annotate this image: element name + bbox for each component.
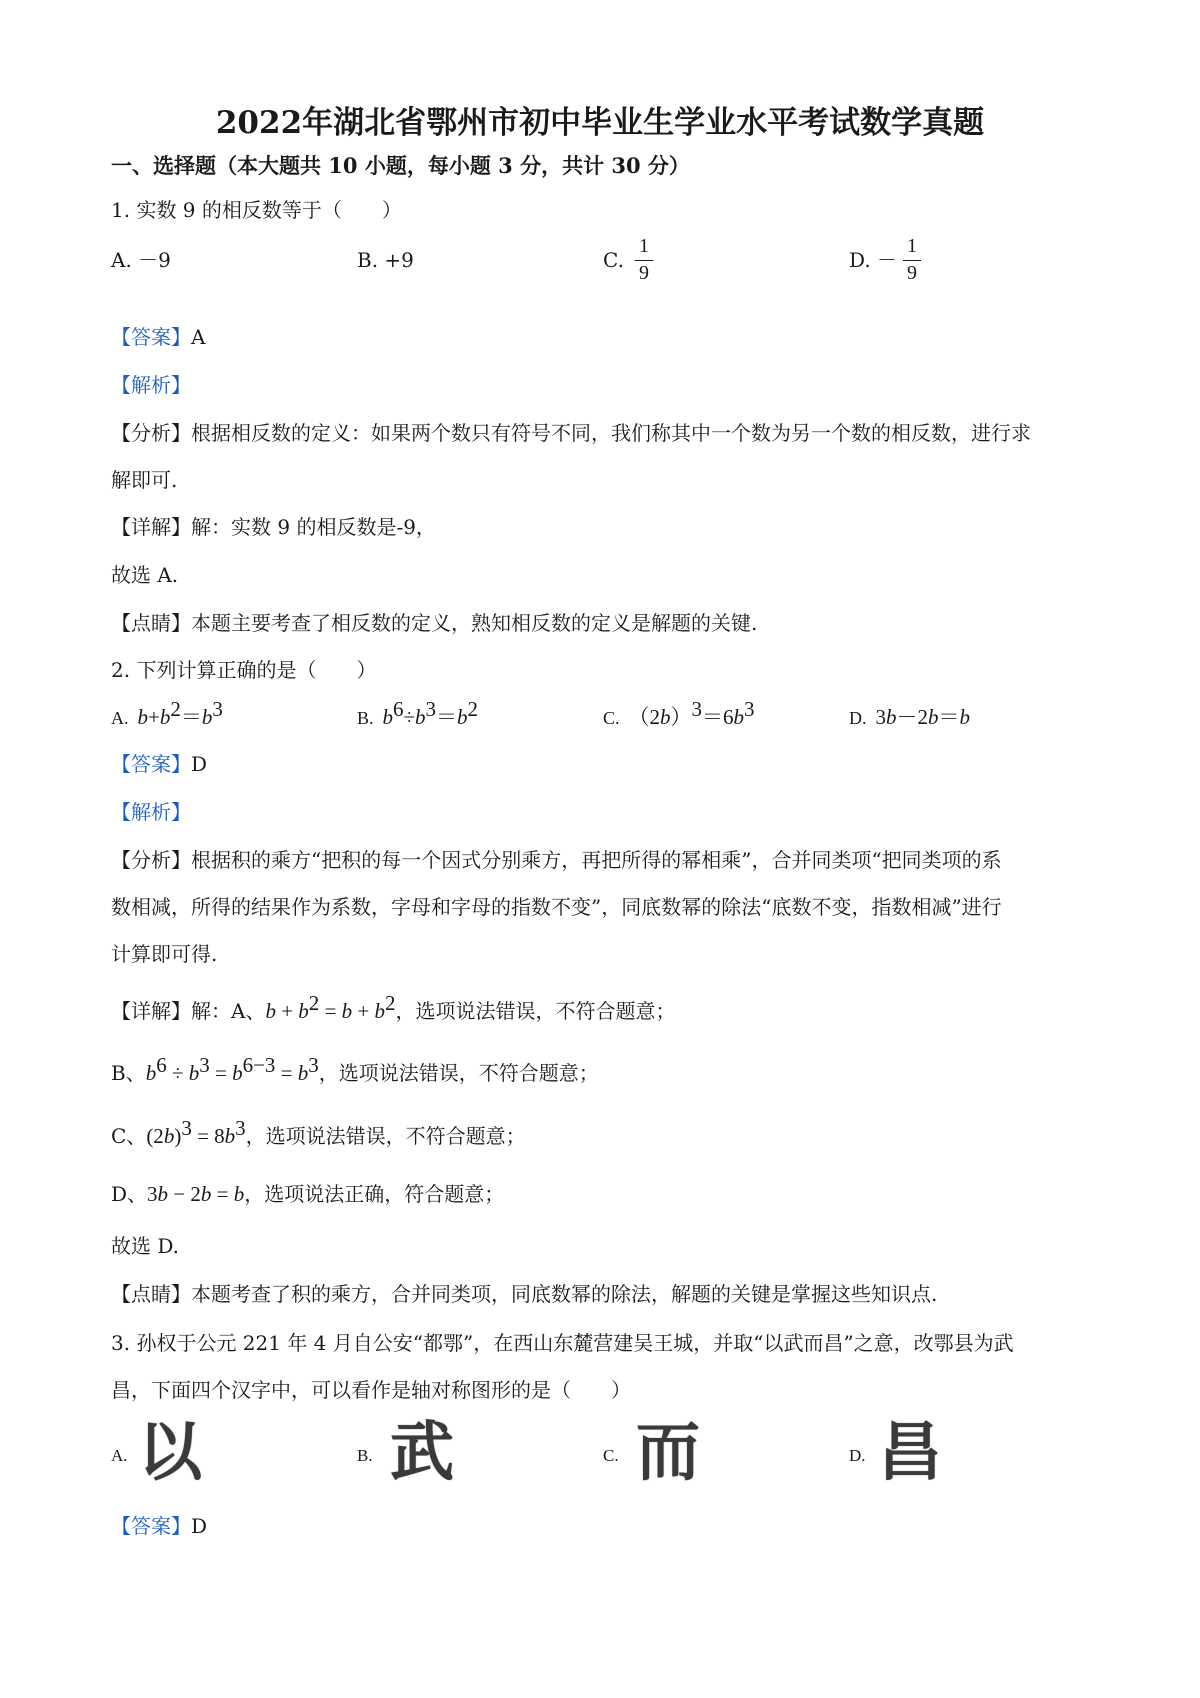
q1-fenxi-line-2: 解即可. bbox=[111, 468, 178, 492]
q1-option-d-letter: D. － bbox=[849, 248, 898, 272]
fraction-denominator: 9 bbox=[639, 262, 649, 284]
analysis-tag: 【解析】 bbox=[111, 800, 191, 824]
dianjing-tag: 【点睛】 bbox=[111, 611, 191, 635]
fenxi-tag: 【分析】 bbox=[111, 421, 191, 445]
fenxi-tag: 【分析】 bbox=[111, 848, 191, 872]
q3-option-a-letter: A. bbox=[111, 1446, 128, 1465]
q1-option-a: A. －9 bbox=[111, 248, 171, 272]
q2-option-a: A. $b+b^2=b^3$ bbox=[111, 697, 223, 729]
q2-analysis-tag bbox=[111, 798, 191, 826]
q1-answer-line bbox=[111, 323, 205, 351]
q2-dianjing-line bbox=[111, 1280, 937, 1308]
q2-xj-c-suffix: ，选项说法错误，不符合题意； bbox=[245, 1124, 526, 1148]
q2-answer-value: D bbox=[191, 752, 208, 776]
q2-fenxi-line-3: 计算即可得. bbox=[111, 942, 218, 966]
xiangjie-tag: 【详解】 bbox=[111, 515, 191, 539]
q2-xj-a-suffix: ，选项说法错误，不符合题意； bbox=[395, 999, 676, 1023]
q2-xj-a-formula: $b + b^2 = b + b^2$ bbox=[265, 991, 396, 1023]
q1-xiangjie-line bbox=[111, 513, 436, 541]
q1-fenxi-line-1 bbox=[111, 419, 1031, 447]
q3-option-d-character: 昌 bbox=[878, 1416, 942, 1490]
q1-xiangjie-text: 解：实数 9 的相反数是-9， bbox=[191, 515, 436, 539]
q2-xj-b-prefix: B、 bbox=[111, 1061, 146, 1085]
q2-xj-d-formula: 3b − 2b = b bbox=[147, 1182, 245, 1206]
page-title: 2022年湖北省鄂州市初中毕业生学业水平考试数学真题 bbox=[215, 105, 985, 141]
fraction-bar bbox=[903, 260, 921, 261]
xiangjie-tag: 【详解】 bbox=[111, 999, 191, 1023]
fraction-denominator: 9 bbox=[907, 262, 917, 284]
q2-xj-b-formula: $b^6 \div b^3 = b^{6-3} = b^3$ bbox=[145, 1053, 319, 1085]
answer-tag: 【答案】 bbox=[111, 752, 191, 776]
q1-option-b: B. +9 bbox=[357, 248, 414, 272]
q2-xj-c-formula: $(2b)^3 = 8b^3$ bbox=[146, 1116, 246, 1148]
answer-tag: 【答案】 bbox=[111, 1514, 191, 1538]
q3-option-d-letter: D. bbox=[849, 1446, 866, 1465]
q1-guxuan: 故选 A. bbox=[111, 563, 179, 587]
q2-option-d: D. 3b－2b＝b bbox=[849, 705, 970, 729]
q1-stem: 1. 实数 9 的相反数等于（ ） bbox=[111, 198, 402, 222]
q2-xj-b-suffix: ，选项说法错误，不符合题意； bbox=[318, 1061, 599, 1085]
q2-xj-d-prefix: D、 bbox=[111, 1182, 148, 1206]
q2-fenxi-line-2: 数相减，所得的结果作为系数，字母和字母的指数不变”，同底数幂的除法“底数不变，指数相减”进行 bbox=[111, 895, 1002, 919]
q3-answer-value: D bbox=[191, 1514, 208, 1538]
q2-guxuan: 故选 D. bbox=[111, 1234, 180, 1258]
q2-xiangjie-a bbox=[111, 991, 676, 1025]
q3-stem-line-2: 昌，下面四个汉字中，可以看作是轴对称图形的是（ ） bbox=[111, 1378, 631, 1402]
q3-option-a-character: 以 bbox=[138, 1416, 202, 1490]
q1-analysis-tag bbox=[111, 371, 191, 399]
q3-option-b-letter: B. bbox=[357, 1446, 373, 1465]
q1-dianjing-text: 本题主要考查了相反数的定义，熟知相反数的定义是解题的关键. bbox=[191, 611, 758, 635]
q2-xiangjie-b bbox=[111, 1053, 599, 1087]
q2-answer-line bbox=[111, 750, 207, 778]
q1-answer-value: A bbox=[191, 325, 206, 349]
fraction-bar bbox=[635, 260, 653, 261]
q3-stem-line-1: 3. 孙权于公元 221 年 4 月自公安“都鄂”，在西山东麓营建吴王城，并取“以武而昌”之意，改鄂县为武 bbox=[111, 1331, 1014, 1355]
dianjing-tag: 【点睛】 bbox=[111, 1282, 191, 1306]
q3-option-c-character: 而 bbox=[636, 1416, 700, 1490]
q2-xiangjie-d bbox=[111, 1180, 504, 1208]
fraction-numerator: 1 bbox=[907, 235, 917, 257]
q2-option-c: C. $(2b)^3=6b^3$ bbox=[603, 697, 755, 729]
q2-option-b: B. $b^6\div b^3=b^2$ bbox=[357, 697, 479, 729]
answer-tag: 【答案】 bbox=[111, 325, 191, 349]
q2-xiangjie-c bbox=[111, 1116, 526, 1150]
analysis-tag: 【解析】 bbox=[111, 373, 191, 397]
q3-option-b-character: 武 bbox=[390, 1416, 454, 1490]
q2-xj-c-prefix: C、 bbox=[111, 1124, 147, 1148]
q2-xj-a-prefix: 解：A、 bbox=[191, 999, 266, 1023]
q1-dianjing-line bbox=[111, 609, 757, 637]
q3-option-c-letter: C. bbox=[603, 1446, 619, 1465]
q2-fenxi-line-1 bbox=[111, 846, 1002, 874]
fraction-numerator: 1 bbox=[639, 235, 649, 257]
section-heading: 一、选择题（本大题共 10 小题，每小题 3 分，共计 30 分） bbox=[111, 153, 690, 178]
q1-option-c-letter: C. bbox=[603, 248, 624, 272]
q2-dianjing-text: 本题考查了积的乘方，合并同类项，同底数幂的除法，解题的关键是掌握这些知识点. bbox=[191, 1282, 938, 1306]
q2-stem: 2. 下列计算正确的是（ ） bbox=[111, 658, 377, 682]
q2-xj-d-suffix: ，选项说法正确，符合题意； bbox=[244, 1182, 505, 1206]
q1-fenxi-text-1: 根据相反数的定义：如果两个数只有符号不同，我们称其中一个数为另一个数的相反数，进行求 bbox=[191, 421, 1031, 445]
q3-answer-line bbox=[111, 1512, 207, 1540]
q2-fenxi-text-1: 根据积的乘方“把积的每一个因式分别乘方，再把所得的幂相乘”，合并同类项“把同类项的系 bbox=[191, 848, 1002, 872]
